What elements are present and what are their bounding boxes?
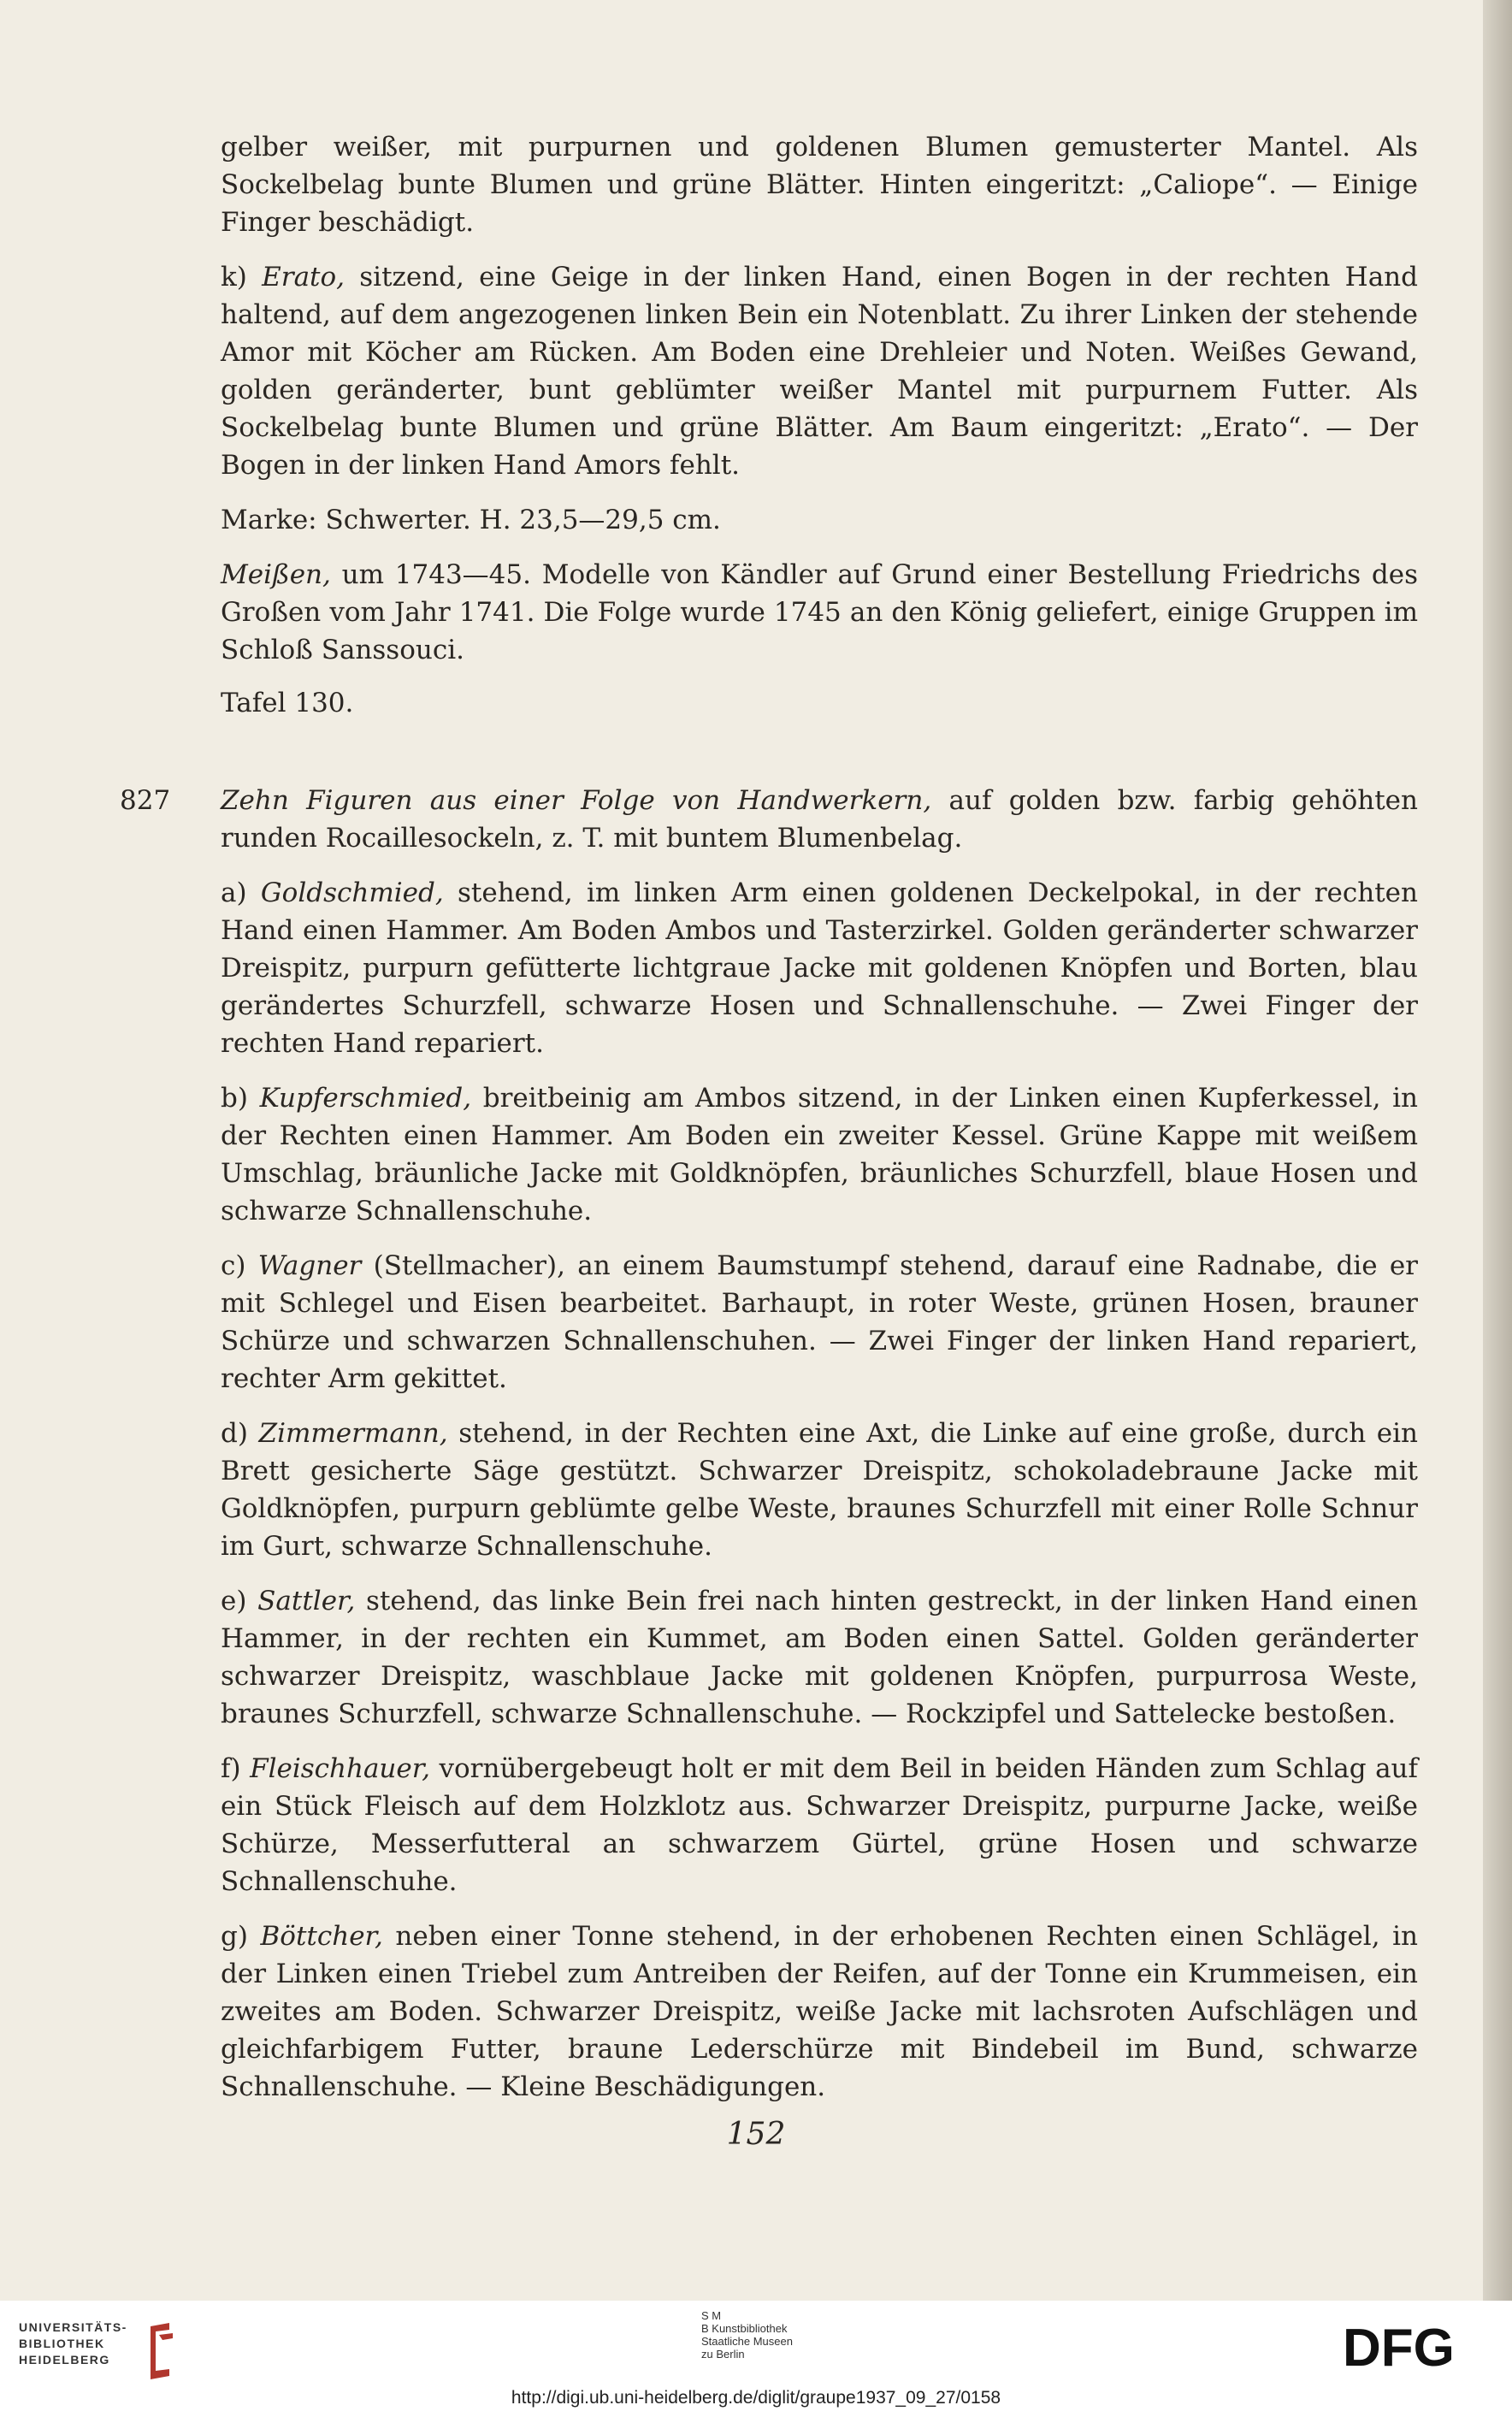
item-a — [221, 874, 1418, 1062]
footer-bar — [0, 2301, 1512, 2411]
entry-text: auf golden bzw. farbig gehöhten runden Rocaillesockeln, z. T. mit buntem Blumenbelag. — [221, 785, 1418, 854]
paragraph-caliope: gelber weißer, mit purpurnen und goldenen Blumen gemusterter Mantel. Als Sockelbelag bunte Blumen und grüne Blätter. Hinten eingeritzt: „Caliope“. — Einige Finger beschädigt. — [221, 132, 1418, 238]
item-label: d) — [221, 1418, 248, 1449]
item-name: Goldschmied, — [260, 878, 444, 908]
smb-logo-text — [701, 2309, 793, 2361]
item-label: g) — [221, 1921, 248, 1952]
item-text: sitzend, eine Geige in der linken Hand, einen Bogen in der rechten Hand haltend, auf dem angezogenen linken Bein ein Notenblatt. Zu ihrer Linken der stehende Amor mit Köcher am Rücken. Am Boden eine Drehleier und Noten. Weißes Gewand, golden geränderter, bunt geblümter weißer Mantel mit purpurnem Futter. Als Sockelbelag bunte Blumen und grüne Blätter. Am Baum eingeritzt: „Erato“. — Der Bogen in der linken Hand Amors fehlt. — [221, 262, 1418, 481]
item-label: b) — [221, 1083, 248, 1114]
item-b — [221, 1079, 1418, 1230]
entry-title: Zehn Figuren aus einer Folge von Handwerkern, — [221, 785, 932, 816]
item-f — [221, 1750, 1418, 1900]
item-name: Zimmermann, — [258, 1418, 448, 1449]
paragraph-erato — [221, 258, 1418, 484]
university-line: UNIVERSITÄTS- — [19, 2320, 127, 2334]
item-name: Erato, — [262, 262, 346, 293]
paragraph-meissen — [221, 556, 1418, 669]
marke-line: Marke: Schwerter. H. 23,5—29,5 cm. — [221, 505, 721, 535]
item-label: c) — [221, 1250, 246, 1281]
item-name: Kupferschmied, — [259, 1083, 472, 1114]
item-text: (Stellmacher), an einem Baumstumpf stehend, darauf eine Radnabe, die er mit Schlegel und Eisen bearbeitet. Barhaupt, in roter Weste, grünen Hosen, brauner Schürze und schwarzen Schnallenschuhen. — Zwei Finger der linken Hand repariert, rechter Arm gekittet. — [221, 1250, 1418, 1394]
item-label: k) — [221, 262, 247, 293]
smb-line: S M — [701, 2309, 722, 2322]
smb-line: B Kunstbibliothek — [701, 2322, 788, 2335]
plate-reference: Tafel 130. — [221, 688, 354, 718]
place-name: Meißen, — [221, 559, 331, 590]
item-text: stehend, in der Rechten eine Axt, die Linke auf eine große, durch ein Brett gesicherte Säge gestützt. Schwarzer Dreispitz, schokoladebraune Jacke mit Goldknöpfen, purpurn geblümte gelbe Weste, braunes Schurzfell mit einer Rolle Schnur im Gurt, schwarze Schnallenschuhe. — [221, 1418, 1418, 1562]
university-emblem-icon — [144, 2321, 178, 2381]
item-text: vornübergebeugt holt er mit dem Beil in beiden Händen zum Schlag auf ein Stück Fleisch auf dem Holzklotz aus. Schwarzer Dreispitz, purpurne Jacke, weiße Schürze, Messerfutteral an schwarzem Gürtel, grüne Hosen und schwarze Schnallenschuhe. — [221, 1753, 1418, 1897]
item-e — [221, 1582, 1418, 1733]
item-label: f) — [221, 1753, 241, 1784]
item-name: Sattler, — [257, 1586, 356, 1616]
item-text: neben einer Tonne stehend, in der erhobenen Rechten einen Schlägel, in der Linken einen Triebel zum Antreiben der Reifen, auf der Tonne ein Krummeisen, ein zweites am Boden. Schwarzer Dreispitz, weiße Jacke mit lachsroten Aufschlägen und gleichfarbigem Futter, braune Lederschürze mit Bindebeil im Bund, schwarze Schnallenschuhe. — Kleine Beschädigungen. — [221, 1921, 1418, 2102]
source-url-link[interactable]: http://digi.ub.uni-heidelberg.de/diglit/graupe1937_09_27/0158 — [511, 2388, 1001, 2408]
item-name: Fleischhauer, — [250, 1753, 431, 1784]
entry-827 — [120, 782, 1418, 857]
dfg-logo-icon — [1343, 2319, 1492, 2371]
item-text: breitbeinig am Ambos sitzend, in der Linken einen Kupferkessel, in der Rechten einen Hammer. Am Boden ein zweiter Kessel. Grüne Kappe mit weißem Umschlag, bräunliche Jacke mit Goldknöpfen, bräunliches Schurzfell, blaue Hosen und schwarze Schnallenschuhe. — [221, 1083, 1419, 1226]
item-label: e) — [221, 1586, 247, 1616]
smb-line: Staatliche Museen — [701, 2335, 793, 2348]
item-d — [221, 1415, 1418, 1565]
item-text: stehend, das linke Bein frei nach hinten gestreckt, in der linken Hand einen Hammer, in der rechten ein Kummet, am Boden einen Sattel. Golden geränderter schwarzer Dreispitz, waschblaue Jacke mit goldenen Knöpfen, purpurrosa Weste, braunes Schurzfell, schwarze Schnallenschuhe. — Rockzipfel und Sattelecke bestoßen. — [221, 1586, 1418, 1729]
item-name: Böttcher, — [260, 1921, 383, 1952]
page-number: 152 — [726, 2117, 786, 2152]
meissen-text: um 1743—45. Modelle von Kändler auf Grund einer Bestellung Friedrichs des Großen vom Jahr 1741. Die Folge wurde 1745 an den König geliefert, einige Gruppen im Schloß Sanssouci. — [221, 559, 1418, 665]
entry-number: 827 — [120, 785, 171, 816]
university-logo-text — [19, 2319, 127, 2368]
svg-text:DFG: DFG — [1343, 2319, 1455, 2371]
page-edge — [1483, 0, 1512, 2301]
university-line: BIBLIOTHEK — [19, 2337, 105, 2350]
item-name: Wagner — [257, 1250, 362, 1281]
university-line: HEIDELBERG — [19, 2353, 110, 2367]
smb-line: zu Berlin — [701, 2348, 745, 2361]
item-g — [221, 1918, 1418, 2106]
item-label: a) — [221, 878, 247, 908]
page-text — [120, 128, 1419, 2106]
item-text: stehend, im linken Arm einen goldenen Deckelpokal, in der rechten Hand einen Hammer. Am Boden Ambos und Tasterzirkel. Golden geränderter schwarzer Dreispitz, purpurn gefütterte lichtgraue Jacke mit goldenen Knöpfen und Borten, blau gerändertes Schurzfell, schwarze Hosen und Schnallenschuhe. — Zwei Finger der rechten Hand repariert. — [221, 878, 1418, 1059]
item-c — [221, 1247, 1418, 1398]
